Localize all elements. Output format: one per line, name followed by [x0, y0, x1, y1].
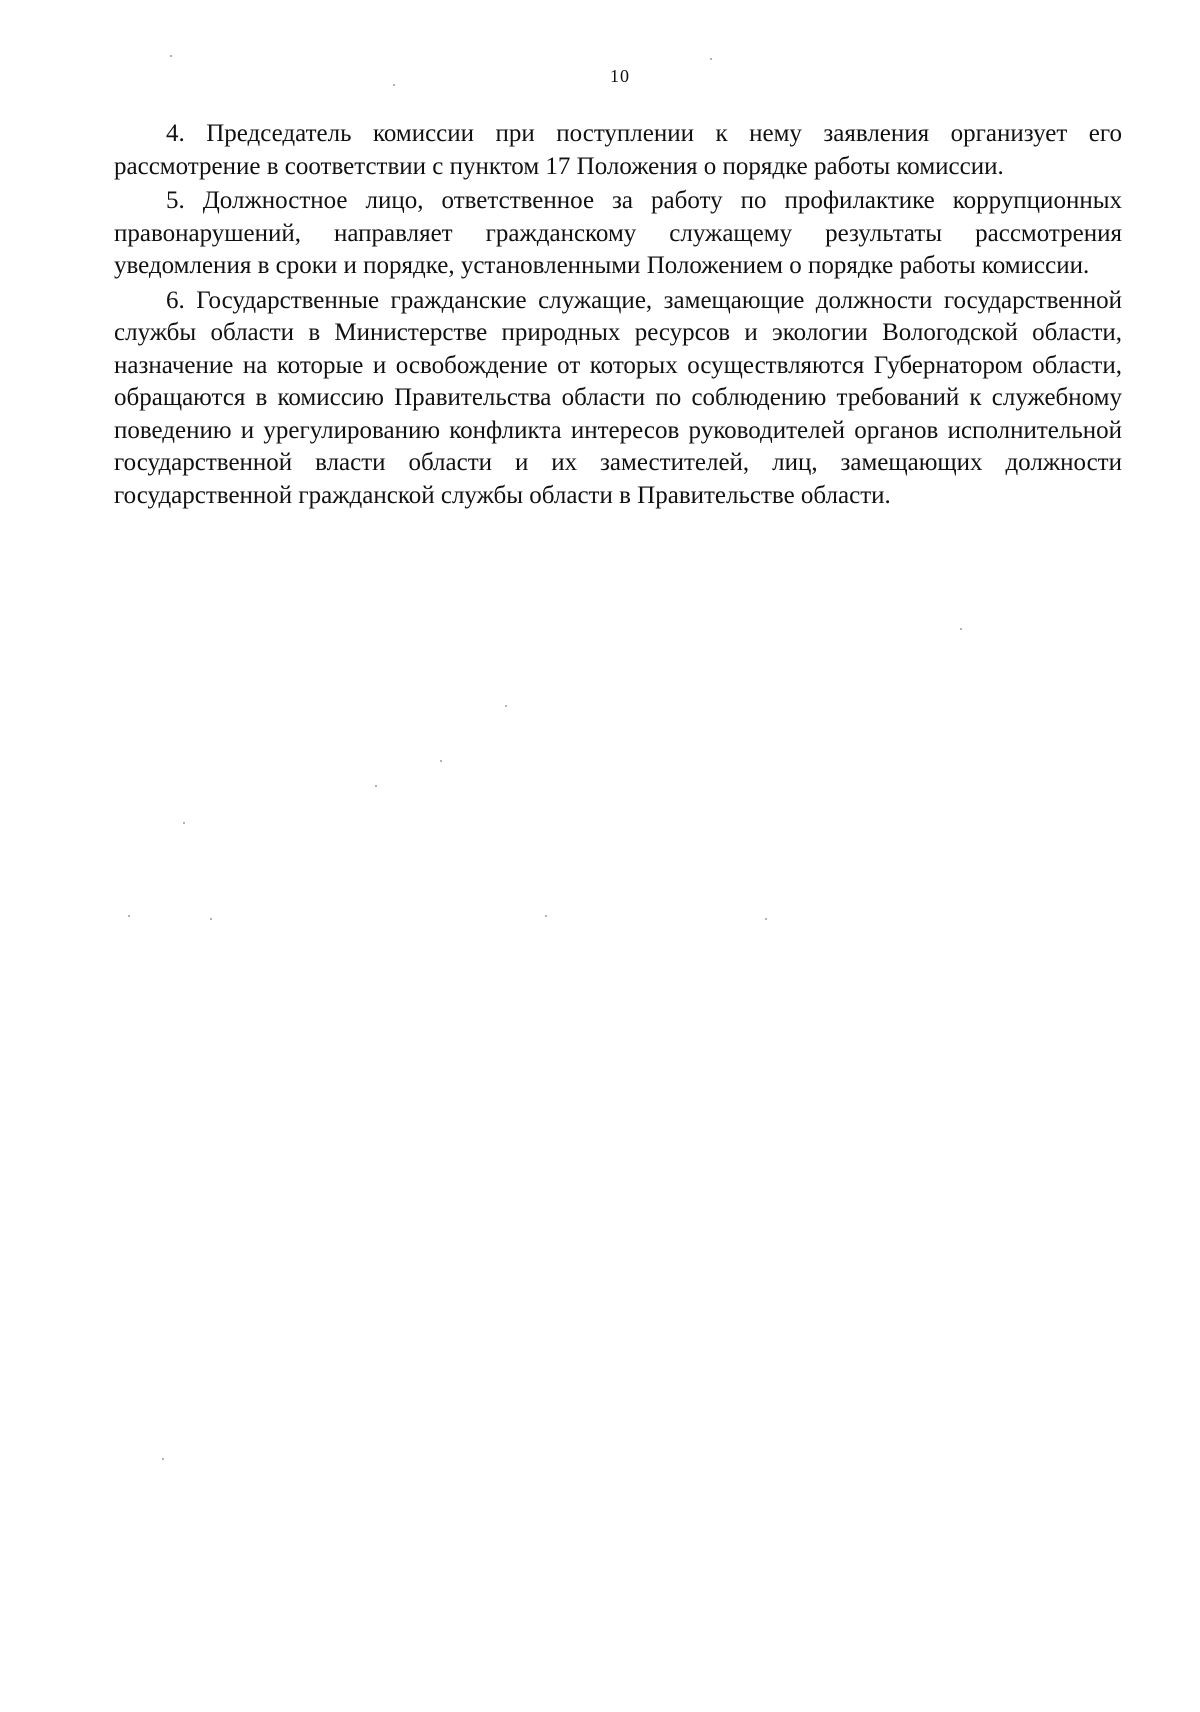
scan-speck — [393, 84, 395, 86]
scan-speck — [375, 785, 377, 787]
scan-speck — [710, 58, 712, 60]
paragraph-4: 4. Председатель комиссии при поступлении к нему заявления организует его рассмотрение в соответствии с пунктом 17 Положения о порядке работы комиссии. — [114, 120, 1122, 180]
document-body — [114, 118, 1122, 514]
scan-speck — [183, 822, 185, 824]
scan-speck — [505, 705, 507, 707]
scan-speck — [170, 55, 172, 57]
paragraph-5: 5. Должностное лицо, ответственное за работу по профилактике коррупционных правонарушений, направляет гражданскому служащему результаты рассмотрения уведомления в сроки и порядке, установленными Положением о порядке работы комиссии. — [114, 187, 1122, 279]
scan-speck — [440, 760, 442, 762]
scan-speck — [210, 918, 212, 920]
scan-speck — [128, 915, 130, 917]
page-number: 10 — [610, 66, 630, 86]
paragraph-6: 6. Государственные гражданские служащие, замещающие должности государственной службы области в Министерстве природных ресурсов и экологии Вологодской области, назначение на которые и освобождение от которых осуществляются Губернатором области, обращаются в комиссию Правительства области по соблюдению требований к служебному поведению и урегулированию конфликта интересов руководителей органов исполнительной государственной власти области и их заместителей, лиц, замещающих должности государственной гражданской службы области в Правительстве области. — [114, 286, 1122, 509]
scan-speck — [162, 1458, 164, 1460]
scan-speck — [960, 628, 962, 630]
scan-speck — [765, 918, 767, 920]
scan-speck — [545, 915, 547, 917]
